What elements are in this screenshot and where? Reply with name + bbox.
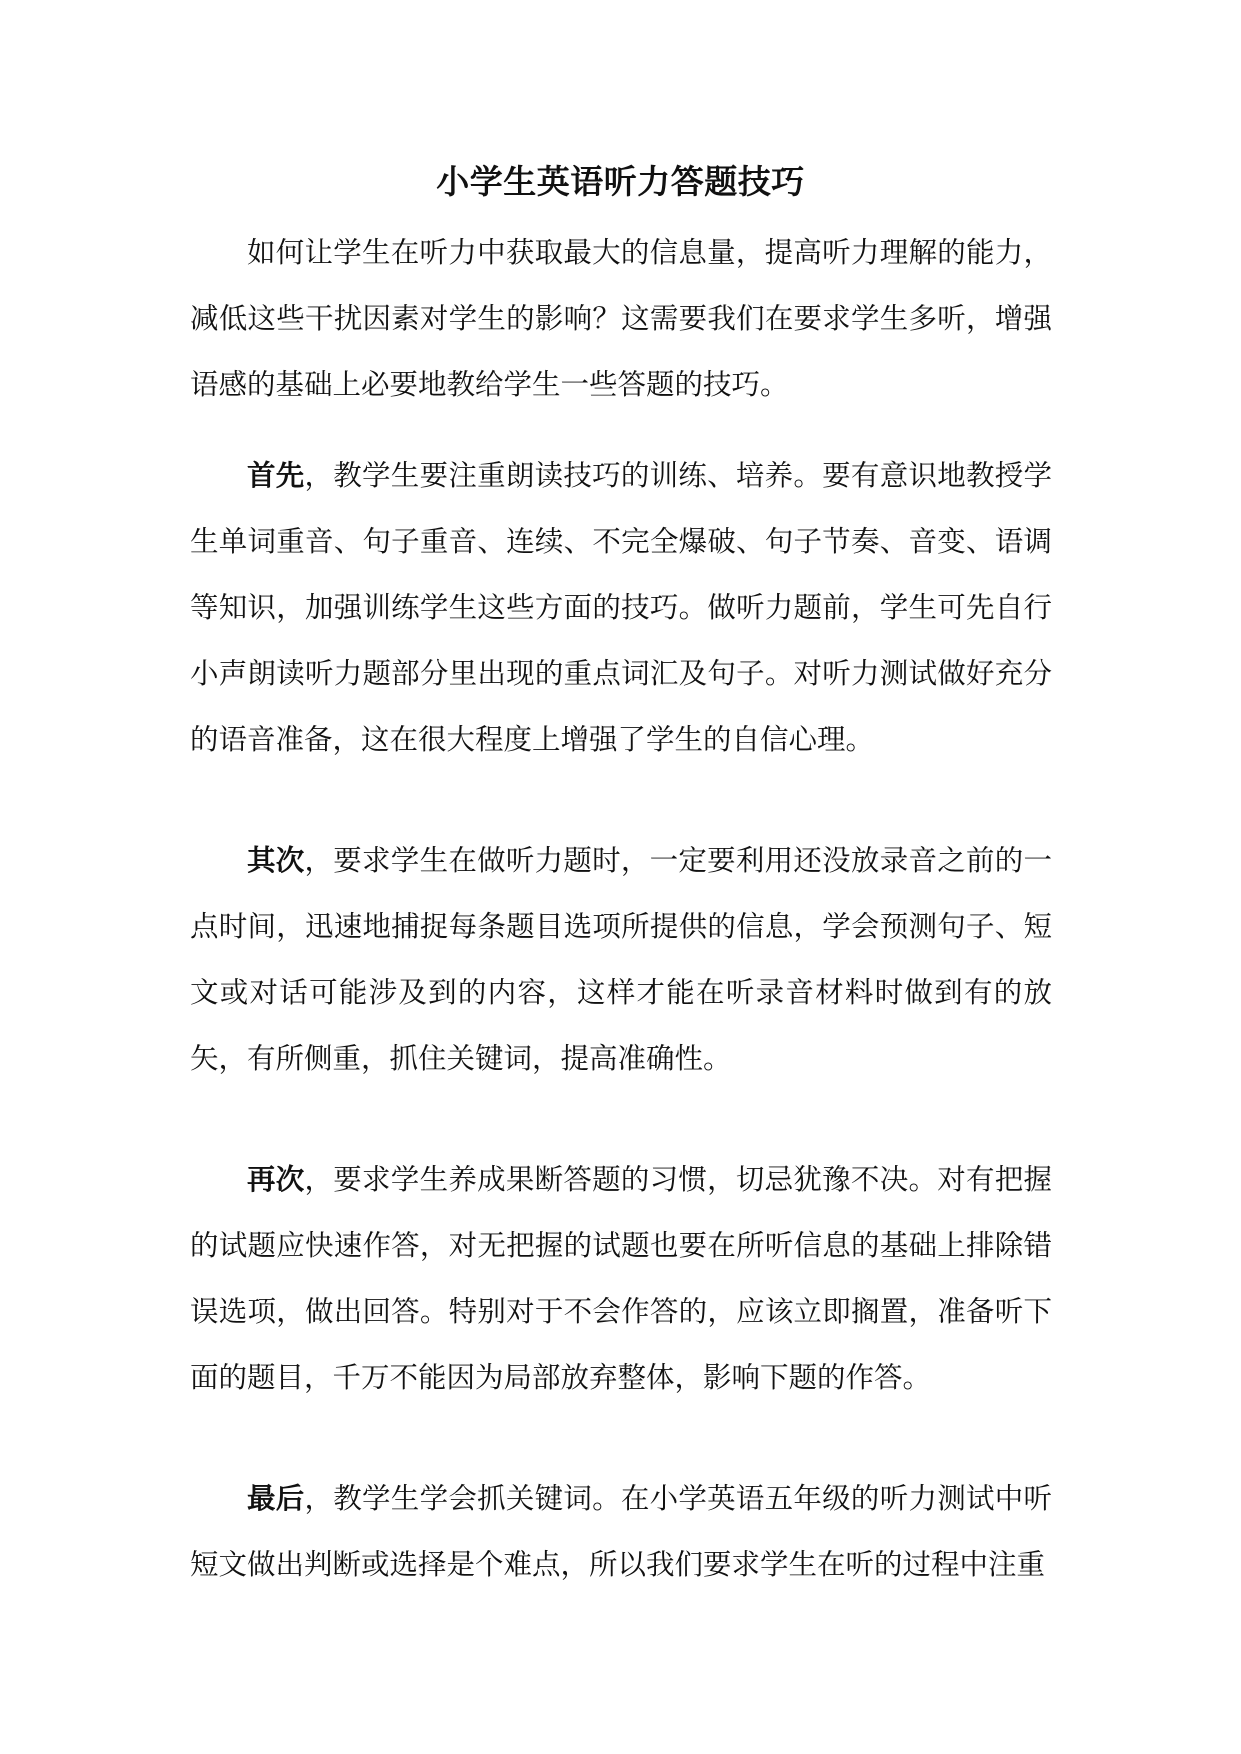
section-text-first: ，教学生要注重朗读技巧的训练、培养。要有意识地教授学生单词重音、句子重音、连续、不完全爆破、句子节奏、音变、语调等知识，加强训练学生这些方面的技巧。做听力题前，学生可先自行小声朗读听力题部分里出现的重点词汇及句子。对听力测试做好充分的语音准备，这在很大程度上增强了学生的自信心理。 [190,459,1052,756]
document-title: 小学生英语听力答题技巧 [436,162,805,201]
section-lead-last: 最后 [247,1481,305,1515]
section-text-second: ，要求学生在做听力题时，一定要利用还没放录音之前的一点时间，迅速地捕捉每条题目选项所提供的信息，学会预测句子、短文或对话可能涉及到的内容，这样才能在听录音材料时做到有的放矢，有所侧重，抓住关键词，提高准确性。 [190,844,1052,1075]
section-paragraph-first [190,442,1052,773]
section-paragraph-third [190,1146,1052,1411]
section-text-third: ，要求学生养成果断答题的习惯，切忌犹豫不决。对有把握的试题应快速作答，对无把握的试题也要在所听信息的基础上排除错误选项，做出回答。特别对于不会作答的，应该立即搁置，准备听下面的题目，千万不能因为局部放弃整体，影响下题的作答。 [190,1163,1052,1394]
section-paragraph-last [190,1465,1052,1598]
section-text-last: ，教学生学会抓关键词。在小学英语五年级的听力测试中听短文做出判断或选择是个难点，所以我们要求学生在听的过程中注重 [190,1482,1052,1581]
intro-paragraph: 如何让学生在听力中获取最大的信息量，提高听力理解的能力，减低这些干扰因素对学生的影响？这需要我们在要求学生多听，增强语感的基础上必要地教给学生一些答题的技巧。 [190,236,1052,401]
section-paragraph-second [190,827,1052,1092]
section-lead-second: 其次 [247,843,305,877]
section-lead-first: 首先 [247,458,305,492]
section-lead-third: 再次 [247,1162,305,1196]
